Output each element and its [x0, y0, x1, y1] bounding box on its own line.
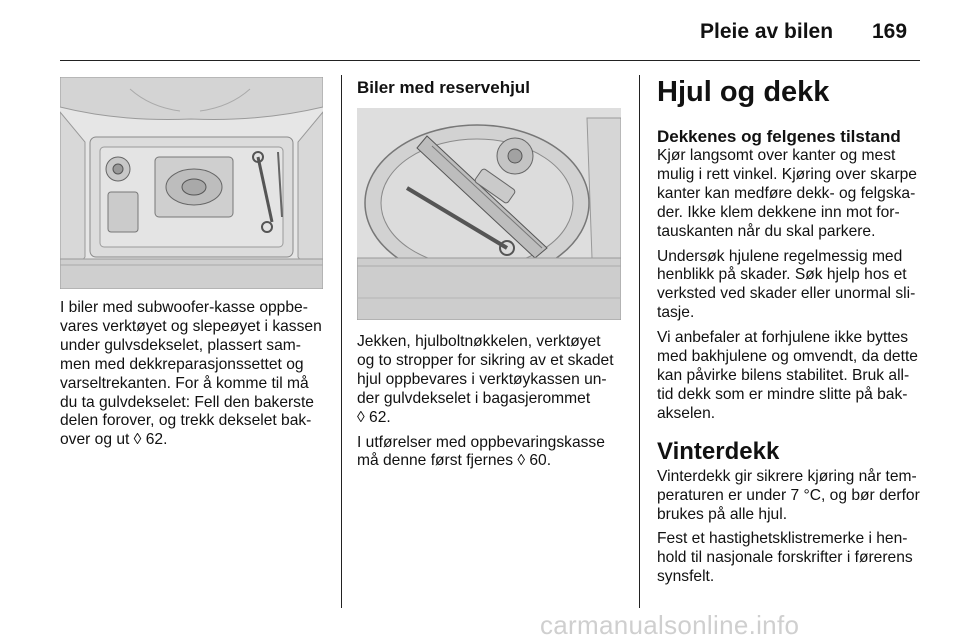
winter-tyres-paragraph-1: Vinterdekk gir sikrere kjøring når tem- peraturen er under 7 °C, og bør derfor brukes på alle hjul. [657, 467, 920, 523]
middle-heading-wrap [357, 78, 627, 98]
tyre-condition-heading: Dekkenes og felgenes tilstand [657, 127, 901, 146]
spare-wheel-illustration [357, 108, 621, 320]
trunk-toolbox-illustration [60, 77, 323, 289]
page-number: 169 [872, 20, 908, 43]
jack-storage-paragraph: Jekken, hjulboltnøkkelen, verktøyet og to stropper for sikring av et skadet hjul oppbevares i verktøykassen un- der gulvdekselet i bagasjerommet ◊ 62. [357, 333, 614, 426]
watermark-text: carmanualsonline.info [540, 610, 800, 640]
storage-box-paragraph: I utførelser med oppbevaringskasse må denne først fjernes ◊ 60. [357, 433, 605, 470]
winter-tyres-paragraph-2: Fest et hastighetsklistremerke i hen- hold til nasjonale forskrifter i førerens synsfelt. [657, 530, 913, 586]
spare-wheel-heading: Biler med reservehjul [357, 78, 530, 97]
column-divider-left [341, 75, 342, 608]
spare-wheel-figure [357, 108, 621, 320]
subwoofer-paragraph: I biler med subwoofer-kasse oppbe- vares verktøyet og slepeøyet i kassen under gulvsdekselet, plassert sam- men med dekkreparasjonssettet og varseltrekanten. For å komme til må du ta gulvdekselet: Fell den bakerste delen forover, og trekk dekselet bak- over og ut ◊ 62. [60, 299, 322, 449]
right-column [657, 76, 922, 587]
header-rule [60, 60, 920, 61]
tyre-condition-paragraph-2: Undersøk hjulene regelmessig med henblikk på skader. Søk hjelp hos et verksted ved skader eller unormal sli- tasje. [657, 247, 916, 322]
running-header-title: Pleie av bilen [700, 20, 834, 43]
middle-column-text [357, 333, 632, 471]
column-divider-right [639, 75, 640, 608]
tyre-condition-paragraph-3: Vi anbefaler at forhjulene ikke byttes med bakhjulene og omvendt, da dette kan påvirke bilens stabilitet. Bruk all- tid dekk som er mindre slitte på bak- akselen. [657, 329, 918, 422]
trunk-toolbox-figure [60, 77, 323, 289]
left-column [60, 299, 330, 450]
wheels-tyres-title: Hjul og dekk [657, 76, 830, 108]
winter-tyres-title: Vinterdekk [657, 437, 780, 465]
tyre-condition-paragraph-1: Kjør langsomt over kanter og mest mulig i rett vinkel. Kjøring over skarpe kanter kan medføre dekk- og felgska- der. Ikke klem dekkene inn mot for- tauskanten når du skal parkere. [657, 147, 917, 240]
